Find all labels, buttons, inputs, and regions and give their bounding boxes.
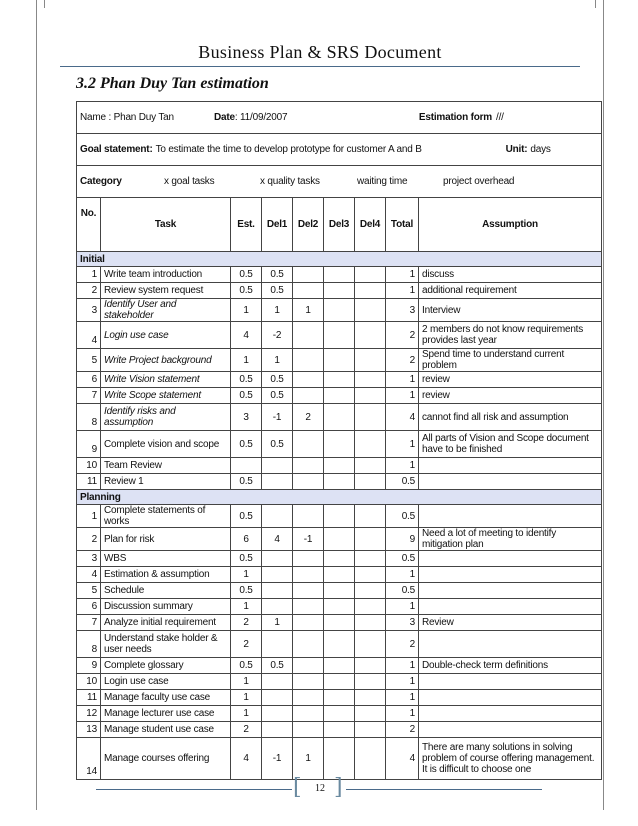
page-bracket-left: [: [293, 775, 302, 800]
date-label: Date: [214, 112, 235, 123]
task-assumption: [419, 631, 602, 658]
task-total: 4: [386, 404, 419, 431]
task-no: 2: [77, 528, 101, 551]
task-name: Review system request: [101, 283, 231, 299]
task-del4: [355, 283, 386, 299]
col-header-assumption: Assumption: [419, 198, 602, 252]
task-assumption: Need a lot of meeting to identify mitigation plan: [419, 528, 602, 551]
task-assumption: [419, 706, 602, 722]
task-name: Login use case: [101, 322, 231, 349]
form-label: Estimation form: [418, 112, 492, 123]
col-header-no: No.: [77, 198, 101, 252]
page-bracket-right: ]: [334, 775, 343, 800]
category-goal-tasks: x goal tasks: [164, 176, 215, 187]
task-assumption: Review: [419, 615, 602, 631]
task-del4: [355, 722, 386, 738]
task-no: 12: [77, 706, 101, 722]
task-no: 4: [77, 567, 101, 583]
task-del3: [324, 706, 355, 722]
task-del1: 0.5: [262, 267, 293, 283]
col-header-task: Task: [101, 198, 231, 252]
task-total: 1: [386, 431, 419, 458]
footer-rule-right: [346, 789, 542, 790]
task-name: Estimation & assumption: [101, 567, 231, 583]
task-del2: [293, 474, 324, 490]
task-name: Manage student use case: [101, 722, 231, 738]
task-del1: 1: [262, 615, 293, 631]
task-del2: [293, 349, 324, 372]
page-border-tick-left: [36, 0, 45, 8]
form-suffix: ///: [496, 112, 504, 123]
task-total: 1: [386, 690, 419, 706]
task-est: 1: [231, 690, 262, 706]
task-total: 4: [386, 738, 419, 780]
task-del1: 0.5: [262, 431, 293, 458]
task-del1: -1: [262, 404, 293, 431]
task-assumption: [419, 583, 602, 599]
task-no: 9: [77, 658, 101, 674]
phase-row: [77, 490, 602, 505]
task-del2: [293, 458, 324, 474]
task-del2: 2: [293, 404, 324, 431]
task-est: 4: [231, 738, 262, 780]
task-no: 5: [77, 583, 101, 599]
task-del2: 1: [293, 738, 324, 780]
task-del3: [324, 599, 355, 615]
task-est: 2: [231, 631, 262, 658]
task-no: 7: [77, 615, 101, 631]
task-total: 3: [386, 615, 419, 631]
category-label: Category: [80, 176, 122, 187]
task-del4: [355, 599, 386, 615]
task-del4: [355, 690, 386, 706]
task-del4: [355, 615, 386, 631]
task-est: 0.5: [231, 388, 262, 404]
category-row: [77, 166, 602, 198]
task-est: 0.5: [231, 372, 262, 388]
task-no: 11: [77, 690, 101, 706]
task-no: 10: [77, 674, 101, 690]
task-del4: [355, 505, 386, 528]
task-name: Team Review: [101, 458, 231, 474]
column-header-row: [77, 198, 602, 252]
task-est: 0.5: [231, 551, 262, 567]
unit-value: days: [530, 144, 551, 155]
task-del4: [355, 474, 386, 490]
task-total: 0.5: [386, 551, 419, 567]
task-no: 5: [77, 349, 101, 372]
task-del2: [293, 388, 324, 404]
task-assumption: cannot find all risk and assumption: [419, 404, 602, 431]
task-total: 1: [386, 706, 419, 722]
task-del1: [262, 690, 293, 706]
task-del4: [355, 349, 386, 372]
task-del1: 0.5: [262, 658, 293, 674]
task-name: Write Vision statement: [101, 372, 231, 388]
task-est: 0.5: [231, 431, 262, 458]
task-no: 1: [77, 505, 101, 528]
task-del4: [355, 299, 386, 322]
task-name: Write team introduction: [101, 267, 231, 283]
task-del3: [324, 458, 355, 474]
task-est: 0.5: [231, 505, 262, 528]
task-assumption: 2 members do not know requirements provides last year: [419, 322, 602, 349]
task-row: [77, 388, 602, 404]
task-row: [77, 690, 602, 706]
task-del1: [262, 474, 293, 490]
task-assumption: [419, 458, 602, 474]
col-header-est: Est.: [231, 198, 262, 252]
task-assumption: [419, 505, 602, 528]
task-del3: [324, 583, 355, 599]
task-del1: 0.5: [262, 372, 293, 388]
task-assumption: [419, 551, 602, 567]
task-assumption: additional requirement: [419, 283, 602, 299]
task-del2: [293, 583, 324, 599]
task-del1: [262, 567, 293, 583]
task-del4: [355, 551, 386, 567]
task-row: [77, 458, 602, 474]
task-est: 0.5: [231, 283, 262, 299]
task-total: 3: [386, 299, 419, 322]
task-del2: [293, 722, 324, 738]
header-rule: [60, 66, 580, 67]
task-del4: [355, 658, 386, 674]
task-name: Schedule: [101, 583, 231, 599]
task-del2: [293, 322, 324, 349]
task-row: [77, 299, 602, 322]
task-est: 0.5: [231, 583, 262, 599]
task-no: 10: [77, 458, 101, 474]
task-no: 6: [77, 372, 101, 388]
task-del3: [324, 738, 355, 780]
task-del2: [293, 372, 324, 388]
task-total: 1: [386, 267, 419, 283]
goal-label: Goal statement:: [80, 144, 153, 155]
task-row: [77, 404, 602, 431]
task-assumption: [419, 599, 602, 615]
task-del3: [324, 658, 355, 674]
unit-label: Unit:: [505, 144, 528, 155]
task-del3: [324, 567, 355, 583]
task-row: [77, 283, 602, 299]
task-assumption: There are many solutions in solving problem of course offering management. It is difficult to choose one: [419, 738, 602, 780]
task-del4: [355, 458, 386, 474]
task-del1: 0.5: [262, 388, 293, 404]
task-est: 4: [231, 322, 262, 349]
task-assumption: [419, 567, 602, 583]
task-est: 1: [231, 706, 262, 722]
task-del3: [324, 322, 355, 349]
estimation-table: [76, 101, 602, 780]
task-assumption: [419, 674, 602, 690]
task-row: [77, 349, 602, 372]
task-row: [77, 567, 602, 583]
task-del4: [355, 738, 386, 780]
task-del1: -1: [262, 738, 293, 780]
task-del2: [293, 599, 324, 615]
task-est: 0.5: [231, 658, 262, 674]
task-no: 13: [77, 722, 101, 738]
task-est: 2: [231, 722, 262, 738]
task-est: 6: [231, 528, 262, 551]
task-est: 0.5: [231, 474, 262, 490]
task-del1: -2: [262, 322, 293, 349]
goal-text: To estimate the time to develop prototype for customer A and B: [155, 144, 422, 155]
task-del3: [324, 299, 355, 322]
task-del2: [293, 706, 324, 722]
form-info-row: [77, 102, 602, 134]
task-row: [77, 322, 602, 349]
task-del3: [324, 404, 355, 431]
task-assumption: review: [419, 388, 602, 404]
task-del2: -1: [293, 528, 324, 551]
task-name: Complete vision and scope: [101, 431, 231, 458]
task-total: 1: [386, 658, 419, 674]
task-name: Complete glossary: [101, 658, 231, 674]
task-total: 1: [386, 458, 419, 474]
task-del2: [293, 674, 324, 690]
task-del2: [293, 615, 324, 631]
task-no: 8: [77, 631, 101, 658]
task-no: 3: [77, 299, 101, 322]
page-number: 12: [315, 783, 325, 794]
task-assumption: Double-check term definitions: [419, 658, 602, 674]
task-del3: [324, 267, 355, 283]
task-del1: [262, 583, 293, 599]
footer-rule-left: [96, 789, 292, 790]
task-del1: [262, 599, 293, 615]
task-name: Analyze initial requirement: [101, 615, 231, 631]
col-header-del1: Del1: [262, 198, 293, 252]
task-no: 9: [77, 431, 101, 458]
task-del4: [355, 404, 386, 431]
task-del3: [324, 349, 355, 372]
task-del3: [324, 372, 355, 388]
task-name: Manage faculty use case: [101, 690, 231, 706]
task-total: 0.5: [386, 474, 419, 490]
task-name: Review 1: [101, 474, 231, 490]
page-border-tick-right: [595, 0, 604, 8]
task-no: 11: [77, 474, 101, 490]
task-no: 6: [77, 599, 101, 615]
task-assumption: Interview: [419, 299, 602, 322]
col-header-del2: Del2: [293, 198, 324, 252]
document-header: Business Plan & SRS Document: [198, 42, 442, 62]
task-name: Identify risks and assumption: [101, 404, 231, 431]
task-no: 1: [77, 267, 101, 283]
task-assumption: [419, 474, 602, 490]
task-assumption: [419, 690, 602, 706]
task-name: Login use case: [101, 674, 231, 690]
task-del1: [262, 674, 293, 690]
task-assumption: review: [419, 372, 602, 388]
task-del1: [262, 631, 293, 658]
col-header-del4: Del4: [355, 198, 386, 252]
phase-row: [77, 252, 602, 267]
task-del3: [324, 431, 355, 458]
task-del4: [355, 583, 386, 599]
task-assumption: All parts of Vision and Scope document have to be finished: [419, 431, 602, 458]
task-del2: [293, 658, 324, 674]
task-no: 8: [77, 404, 101, 431]
task-row: [77, 267, 602, 283]
task-del2: [293, 631, 324, 658]
task-name: Manage courses offering: [101, 738, 231, 780]
task-total: 9: [386, 528, 419, 551]
task-est: 3: [231, 404, 262, 431]
task-del4: [355, 706, 386, 722]
task-del1: [262, 458, 293, 474]
task-del4: [355, 674, 386, 690]
task-del1: [262, 706, 293, 722]
task-del4: [355, 267, 386, 283]
date-value: : 11/09/2007: [234, 112, 288, 123]
task-del3: [324, 722, 355, 738]
task-del4: [355, 322, 386, 349]
task-no: 4: [77, 322, 101, 349]
task-row: [77, 474, 602, 490]
task-name: Identify User and stakeholder: [101, 299, 231, 322]
task-total: 2: [386, 722, 419, 738]
task-row: [77, 722, 602, 738]
task-del3: [324, 615, 355, 631]
col-header-total: Total: [386, 198, 419, 252]
task-del2: [293, 267, 324, 283]
task-del4: [355, 372, 386, 388]
task-del3: [324, 474, 355, 490]
task-row: [77, 738, 602, 780]
task-total: 1: [386, 567, 419, 583]
task-del4: [355, 388, 386, 404]
task-del4: [355, 431, 386, 458]
section-heading: 3.2 Phan Duy Tan estimation: [76, 75, 269, 92]
task-total: 2: [386, 322, 419, 349]
name-field: Name : Phan Duy Tan: [80, 112, 174, 123]
task-del3: [324, 528, 355, 551]
task-row: [77, 658, 602, 674]
task-del3: [324, 631, 355, 658]
task-del1: [262, 505, 293, 528]
task-no: 14: [77, 738, 101, 780]
task-del2: [293, 551, 324, 567]
task-del1: 0.5: [262, 283, 293, 299]
task-del3: [324, 388, 355, 404]
task-row: [77, 674, 602, 690]
task-total: 0.5: [386, 505, 419, 528]
task-est: [231, 458, 262, 474]
task-del4: [355, 567, 386, 583]
task-total: 0.5: [386, 583, 419, 599]
task-name: Plan for risk: [101, 528, 231, 551]
task-row: [77, 599, 602, 615]
task-del4: [355, 631, 386, 658]
task-del1: 1: [262, 349, 293, 372]
category-project-overhead: project overhead: [443, 176, 515, 187]
task-row: [77, 583, 602, 599]
task-name: Write Project background: [101, 349, 231, 372]
task-est: 1: [231, 567, 262, 583]
task-est: 1: [231, 674, 262, 690]
task-total: 1: [386, 372, 419, 388]
task-del2: [293, 283, 324, 299]
category-quality-tasks: x quality tasks: [260, 176, 320, 187]
task-del1: [262, 551, 293, 567]
task-total: 1: [386, 599, 419, 615]
phase-name: Planning: [77, 490, 602, 505]
task-row: [77, 431, 602, 458]
task-del2: [293, 567, 324, 583]
task-total: 1: [386, 283, 419, 299]
task-est: 1: [231, 299, 262, 322]
phase-name: Initial: [77, 252, 602, 267]
task-total: 1: [386, 674, 419, 690]
task-assumption: [419, 722, 602, 738]
task-row: [77, 615, 602, 631]
task-del3: [324, 551, 355, 567]
task-row: [77, 528, 602, 551]
task-total: 2: [386, 631, 419, 658]
task-est: 1: [231, 599, 262, 615]
task-del2: [293, 431, 324, 458]
task-del2: [293, 690, 324, 706]
task-del2: [293, 505, 324, 528]
task-assumption: Spend time to understand current problem: [419, 349, 602, 372]
task-del1: 4: [262, 528, 293, 551]
task-del3: [324, 505, 355, 528]
task-del1: [262, 722, 293, 738]
task-no: 2: [77, 283, 101, 299]
category-waiting-time: waiting time: [357, 176, 408, 187]
task-est: 0.5: [231, 267, 262, 283]
task-name: Complete statements of works: [101, 505, 231, 528]
task-row: [77, 505, 602, 528]
task-del3: [324, 674, 355, 690]
col-header-del3: Del3: [324, 198, 355, 252]
task-del3: [324, 283, 355, 299]
task-del1: 1: [262, 299, 293, 322]
task-total: 1: [386, 388, 419, 404]
task-name: Understand stake holder & user needs: [101, 631, 231, 658]
task-row: [77, 706, 602, 722]
task-row: [77, 551, 602, 567]
goal-row: [77, 134, 602, 166]
task-est: 1: [231, 349, 262, 372]
task-est: 2: [231, 615, 262, 631]
task-name: WBS: [101, 551, 231, 567]
task-no: 7: [77, 388, 101, 404]
task-del2: 1: [293, 299, 324, 322]
task-row: [77, 372, 602, 388]
task-del3: [324, 690, 355, 706]
task-total: 2: [386, 349, 419, 372]
task-del4: [355, 528, 386, 551]
task-name: Discussion summary: [101, 599, 231, 615]
task-name: Write Scope statement: [101, 388, 231, 404]
task-name: Manage lecturer use case: [101, 706, 231, 722]
task-assumption: discuss: [419, 267, 602, 283]
task-no: 3: [77, 551, 101, 567]
task-row: [77, 631, 602, 658]
